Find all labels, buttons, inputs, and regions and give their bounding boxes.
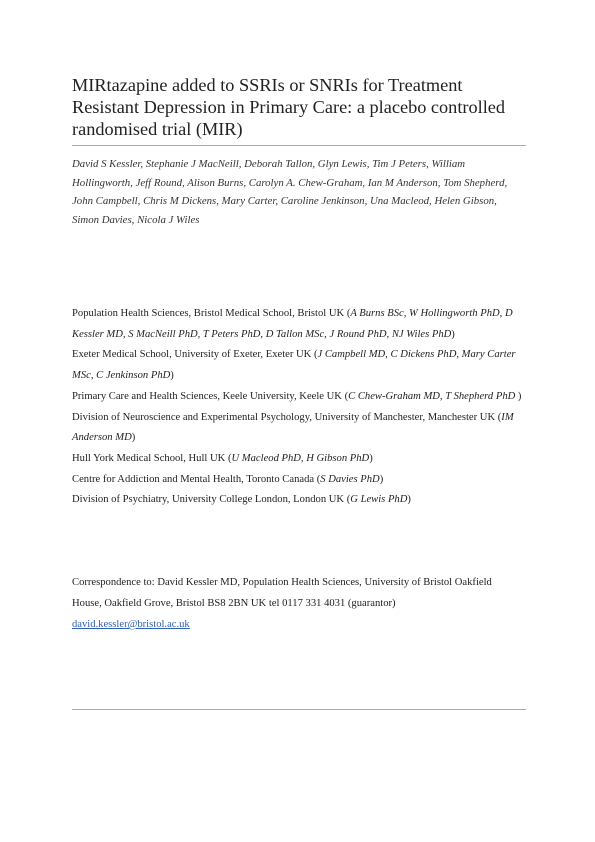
affiliations [72, 304, 524, 511]
affiliation-item: Exeter Medical School, University of Exeter, Exeter UK (J Campbell MD, C Dickens PhD, Mary Carter MSc, C Jenkinson PhD) [72, 349, 516, 382]
affiliation-item: Population Health Sciences, Bristol Medical School, Bristol UK (A Burns BSc, W Hollingworth PhD, D Kessler MD, S MacNeill PhD, T Peters PhD, D Tallon MSc, J Round PhD, NJ Wiles PhD) [72, 308, 513, 340]
affiliation-item: Centre for Addiction and Mental Health, Toronto Canada (S Davies PhD) [72, 473, 384, 485]
paper-title: MIRtazapine added to SSRIs or SNRIs for Treatment Resistant Depression in Primary Care: a placebo controlled randomised trial (MIR) [72, 75, 506, 139]
email-link[interactable]: david.kessler@bristol.ac.uk [72, 619, 190, 630]
affiliation-item: Division of Psychiatry, University College London, London UK (G Lewis PhD) [72, 494, 411, 506]
correspondence [72, 572, 524, 635]
title-divider [72, 145, 526, 146]
correspondence-text: Correspondence to: David Kessler MD, Population Health Sciences, University of Bristol Oakfield House, Oakfield Grove, Bristol BS8 2BN UK tel 0117 331 4031 (guarantor) [72, 577, 492, 609]
author-list: David S Kessler, Stephanie J MacNeill, Deborah Tallon, Glyn Lewis, Tim J Peters, William Hollingworth, Jeff Round, Alison Burns, Carolyn A. Chew-Graham, Ian M Anderson, Tom Shepherd, John Campbell, Chris M Dickens, Mary Carter, Caroline Jenkinson, Una Macleod, Helen Gibson, Simon Davies, Nicola J Wiles [72, 158, 508, 227]
affiliation-item: Primary Care and Health Sciences, Keele University, Keele UK (C Chew-Graham MD, T Shepherd PhD ) [72, 390, 522, 402]
affiliation-item: Hull York Medical School, Hull UK (U Macleod PhD, H Gibson PhD) [72, 452, 373, 464]
footer-divider [72, 709, 526, 710]
affiliation-item: Division of Neuroscience and Experimental Psychology, University of Manchester, Manchester UK (IM Anderson MD) [72, 411, 514, 444]
